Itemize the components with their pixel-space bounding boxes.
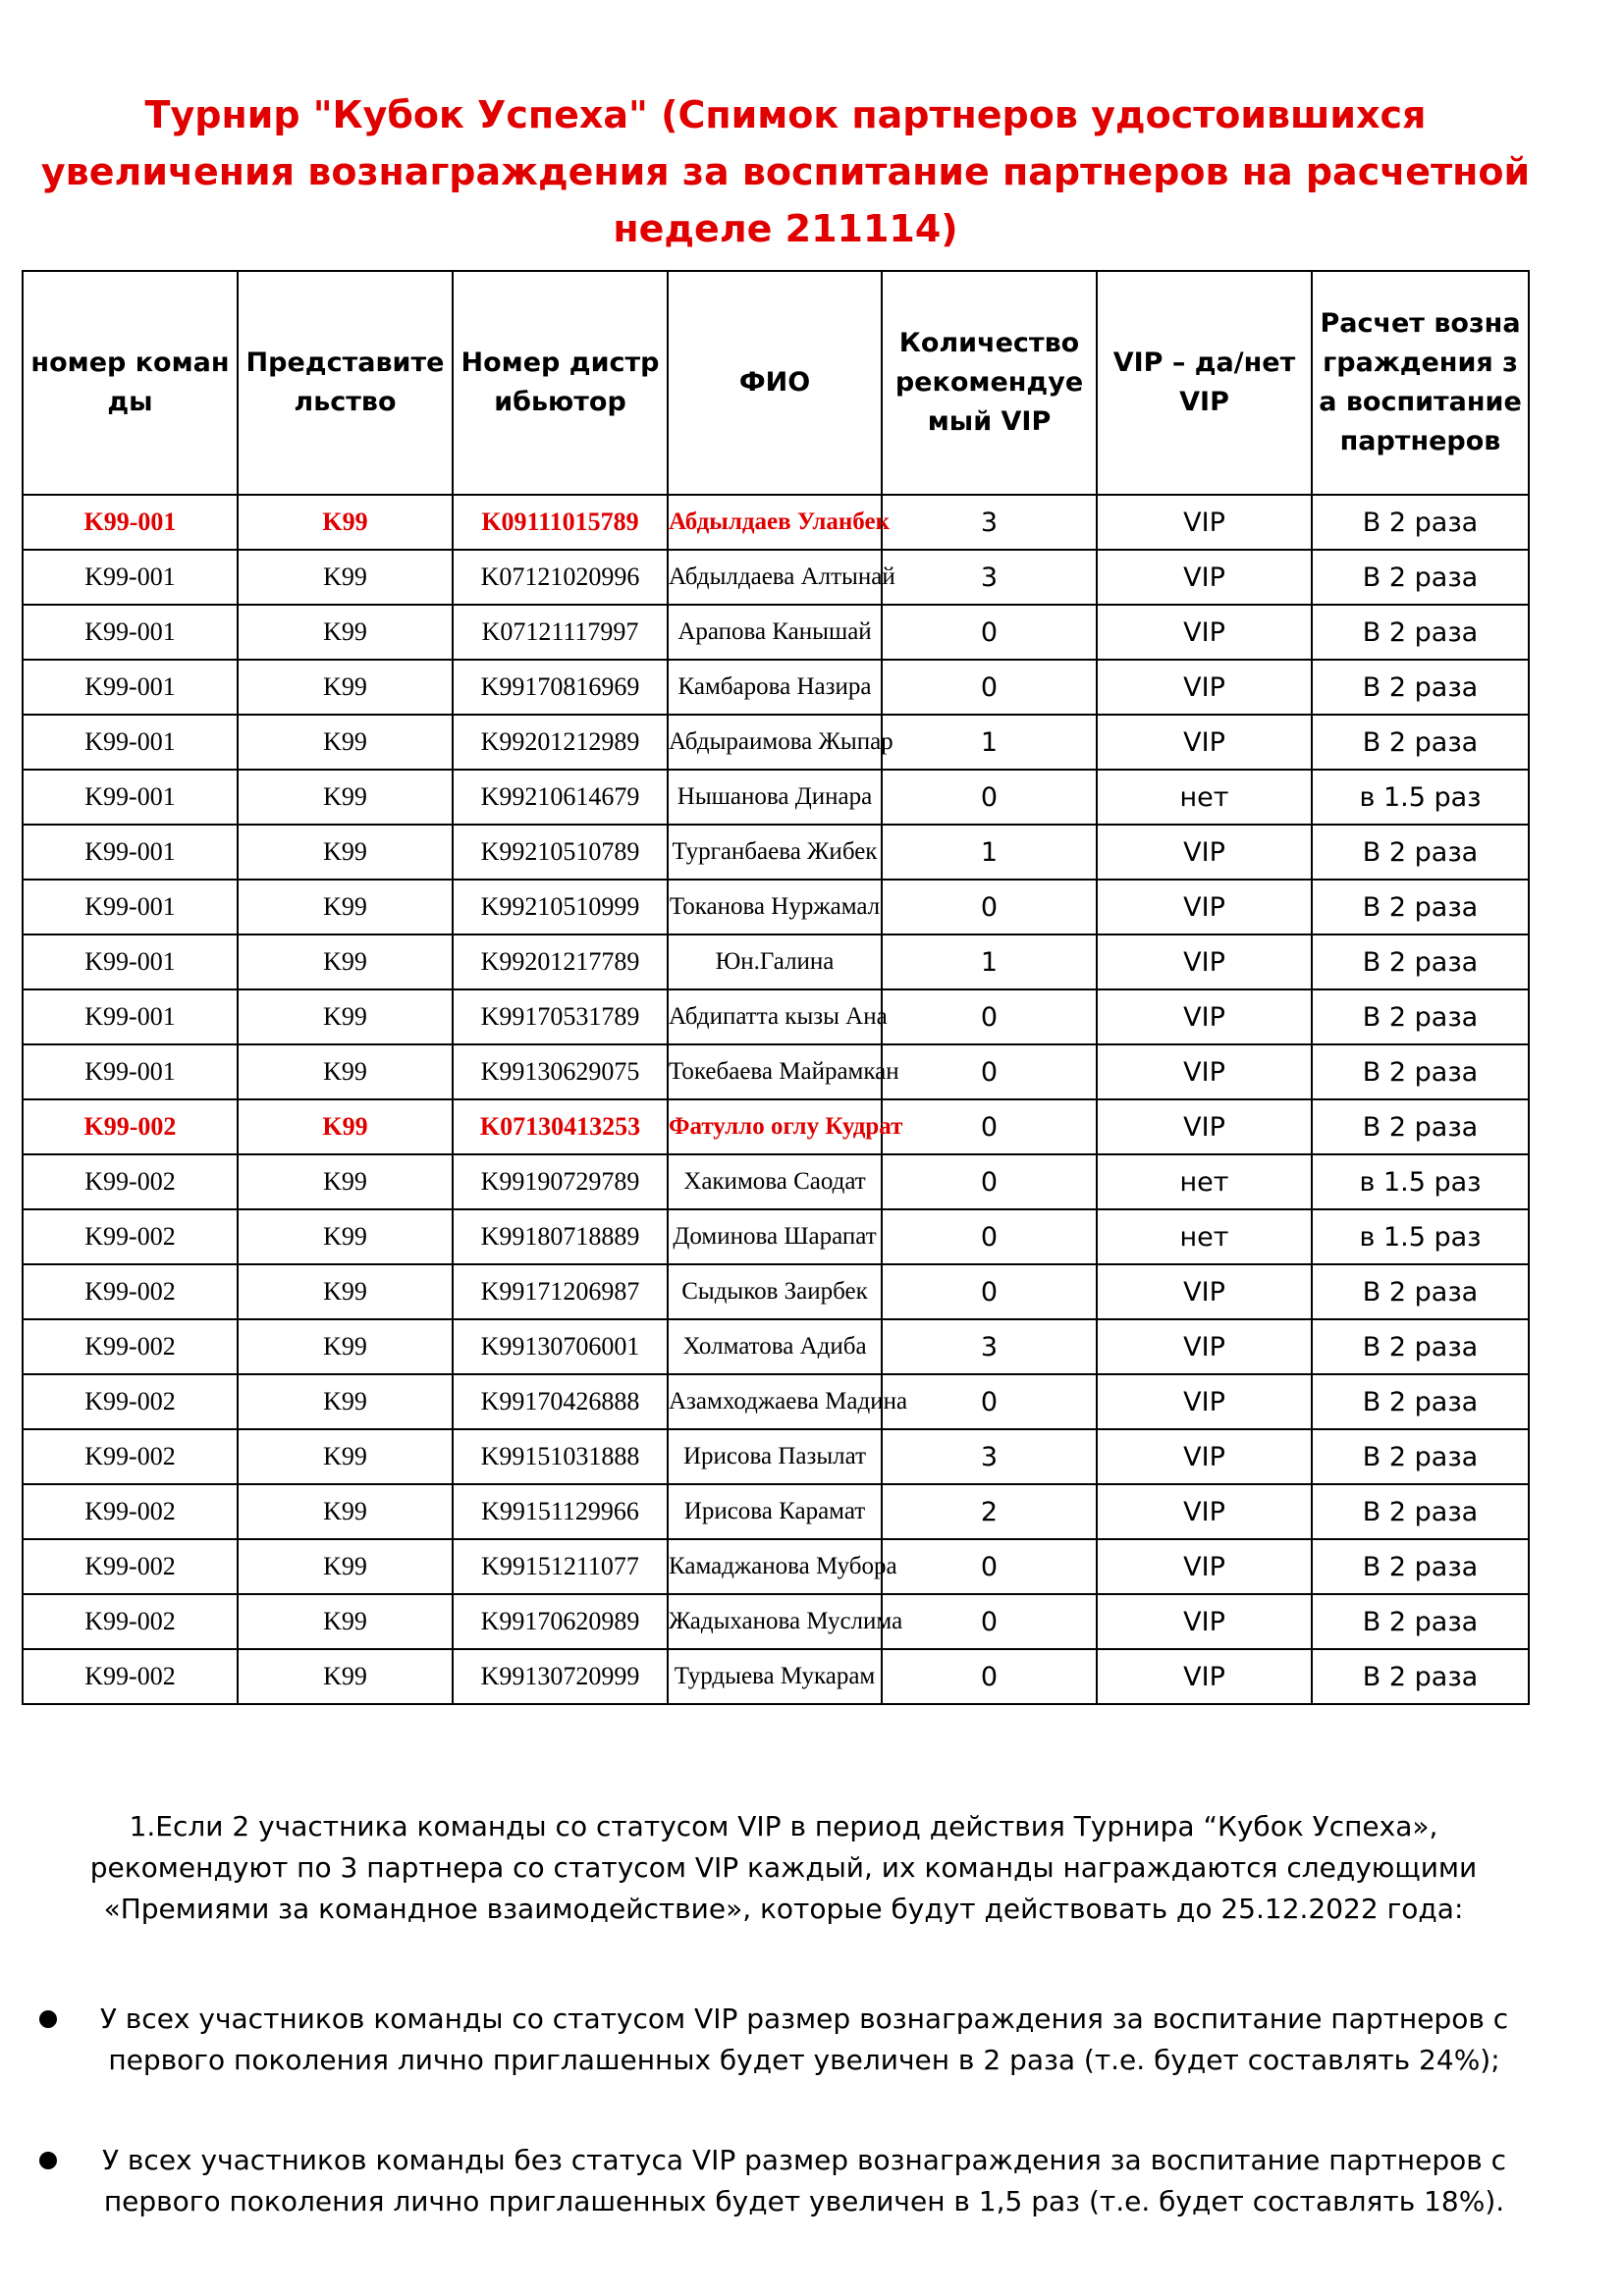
cell-team-number: K99-001 bbox=[23, 605, 238, 660]
cell-recommended-vip-count: 1 bbox=[882, 715, 1097, 770]
cell-reward-calculation: В 2 раза bbox=[1312, 880, 1529, 934]
cell-team-number: K99-001 bbox=[23, 880, 238, 934]
cell-vip-status: VIP bbox=[1097, 1429, 1312, 1484]
cell-vip-status: VIP bbox=[1097, 1264, 1312, 1319]
cell-vip-status: VIP bbox=[1097, 605, 1312, 660]
cell-vip-status: VIP bbox=[1097, 1099, 1312, 1154]
page-title: Турнир "Кубок Успеха" (Спимок партнеров удостоившихся увеличения вознаграждения за воспитание партнеров на расчетной неделе 211114) bbox=[40, 93, 1531, 250]
cell-recommended-vip-count: 1 bbox=[882, 934, 1097, 989]
cell-distributor-number: K99130720999 bbox=[453, 1649, 668, 1704]
cell-distributor-number: K99210614679 bbox=[453, 770, 668, 825]
cell-representative: K99 bbox=[238, 1099, 453, 1154]
cell-team-number: K99-002 bbox=[23, 1099, 238, 1154]
cell-representative: K99 bbox=[238, 1429, 453, 1484]
table-row bbox=[23, 825, 1529, 880]
cell-recommended-vip-count: 0 bbox=[882, 1594, 1097, 1649]
table-header-row bbox=[23, 271, 1529, 495]
table-row bbox=[23, 1594, 1529, 1649]
table-body bbox=[23, 495, 1529, 1704]
cell-vip-status: VIP bbox=[1097, 715, 1312, 770]
bullet-icon bbox=[39, 2010, 57, 2028]
cell-full-name: Арапова Канышай bbox=[668, 605, 882, 660]
cell-team-number: K99-002 bbox=[23, 1429, 238, 1484]
cell-distributor-number: K07121117997 bbox=[453, 605, 668, 660]
cell-full-name: Жадыханова Муслима bbox=[668, 1594, 882, 1649]
cell-team-number: K99-002 bbox=[23, 1319, 238, 1374]
header-recommended-vip-count: Количество рекомендуемый VIP bbox=[882, 271, 1097, 495]
cell-representative: K99 bbox=[238, 1319, 453, 1374]
cell-recommended-vip-count: 0 bbox=[882, 1264, 1097, 1319]
table-row bbox=[23, 1429, 1529, 1484]
cell-vip-status: VIP bbox=[1097, 495, 1312, 550]
cell-team-number: K99-001 bbox=[23, 715, 238, 770]
cell-vip-status: VIP bbox=[1097, 1539, 1312, 1594]
cell-recommended-vip-count: 0 bbox=[882, 605, 1097, 660]
table-row bbox=[23, 1539, 1529, 1594]
cell-vip-status: VIP bbox=[1097, 880, 1312, 934]
cell-representative: K99 bbox=[238, 1594, 453, 1649]
table-row bbox=[23, 715, 1529, 770]
cell-distributor-number: K99151129966 bbox=[453, 1484, 668, 1539]
cell-vip-status: нет bbox=[1097, 1209, 1312, 1264]
cell-distributor-number: K99130706001 bbox=[453, 1319, 668, 1374]
table-row bbox=[23, 1649, 1529, 1704]
cell-reward-calculation: В 2 раза bbox=[1312, 1099, 1529, 1154]
partners-table bbox=[22, 270, 1530, 1705]
cell-vip-status: VIP bbox=[1097, 825, 1312, 880]
cell-recommended-vip-count: 0 bbox=[882, 1154, 1097, 1209]
cell-reward-calculation: В 2 раза bbox=[1312, 1319, 1529, 1374]
cell-team-number: K99-002 bbox=[23, 1539, 238, 1594]
cell-vip-status: VIP bbox=[1097, 934, 1312, 989]
cell-team-number: K99-002 bbox=[23, 1264, 238, 1319]
table-row bbox=[23, 1484, 1529, 1539]
cell-full-name: Абдылдаев Уланбек bbox=[668, 495, 882, 550]
cell-team-number: K99-001 bbox=[23, 989, 238, 1044]
table-row bbox=[23, 1154, 1529, 1209]
cell-full-name: Абдылдаева Алтынай bbox=[668, 550, 882, 605]
cell-team-number: K99-001 bbox=[23, 770, 238, 825]
cell-team-number: K99-001 bbox=[23, 495, 238, 550]
header-team-number: номер команды bbox=[23, 271, 238, 495]
cell-vip-status: VIP bbox=[1097, 989, 1312, 1044]
table-row bbox=[23, 1264, 1529, 1319]
cell-recommended-vip-count: 1 bbox=[882, 825, 1097, 880]
cell-distributor-number: K99201212989 bbox=[453, 715, 668, 770]
cell-vip-status: нет bbox=[1097, 770, 1312, 825]
cell-full-name: Токебаева Майрамкан bbox=[668, 1044, 882, 1099]
cell-vip-status: VIP bbox=[1097, 1649, 1312, 1704]
cell-full-name: Ирисова Карамат bbox=[668, 1484, 882, 1539]
table-row bbox=[23, 605, 1529, 660]
cell-recommended-vip-count: 0 bbox=[882, 1099, 1097, 1154]
cell-full-name: Юн.Галина bbox=[668, 934, 882, 989]
cell-full-name: Сыдыков Заирбек bbox=[668, 1264, 882, 1319]
cell-full-name: Камаджанова Мубора bbox=[668, 1539, 882, 1594]
bullet-icon bbox=[39, 2152, 57, 2169]
cell-distributor-number: K99210510789 bbox=[453, 825, 668, 880]
cell-recommended-vip-count: 0 bbox=[882, 989, 1097, 1044]
cell-team-number: K99-001 bbox=[23, 660, 238, 715]
cell-representative: K99 bbox=[238, 660, 453, 715]
cell-distributor-number: K09111015789 bbox=[453, 495, 668, 550]
cell-vip-status: VIP bbox=[1097, 1484, 1312, 1539]
cell-representative: K99 bbox=[238, 1649, 453, 1704]
cell-full-name: Фатулло оглу Кудрат bbox=[668, 1099, 882, 1154]
cell-reward-calculation: В 2 раза bbox=[1312, 660, 1529, 715]
cell-distributor-number: K99170816969 bbox=[453, 660, 668, 715]
cell-distributor-number: K99170426888 bbox=[453, 1374, 668, 1429]
cell-representative: K99 bbox=[238, 1209, 453, 1264]
cell-distributor-number: K07130413253 bbox=[453, 1099, 668, 1154]
cell-vip-status: VIP bbox=[1097, 550, 1312, 605]
cell-recommended-vip-count: 0 bbox=[882, 660, 1097, 715]
notes-section bbox=[27, 1806, 1540, 2281]
cell-representative: K99 bbox=[238, 989, 453, 1044]
cell-full-name: Холматова Адиба bbox=[668, 1319, 882, 1374]
cell-recommended-vip-count: 3 bbox=[882, 1429, 1097, 1484]
table-row bbox=[23, 770, 1529, 825]
cell-recommended-vip-count: 0 bbox=[882, 770, 1097, 825]
cell-reward-calculation: В 2 раза bbox=[1312, 1649, 1529, 1704]
cell-recommended-vip-count: 0 bbox=[882, 1044, 1097, 1099]
cell-representative: K99 bbox=[238, 1264, 453, 1319]
header-reward-calculation: Расчет вознаграждения за воспитание партнеров bbox=[1312, 271, 1529, 495]
cell-team-number: K99-001 bbox=[23, 825, 238, 880]
bullet-list-item bbox=[27, 1999, 1540, 2081]
tournament-rule-paragraph: 1.Если 2 участника команды со статусом VIP в период действия Турнира “Кубок Успеха», рекомендуют по 3 партнера со статусом VIP каждый, их команды награждаются следующими «Премиями за командное взаимодействие», которые будут действовать до 25.12.2022 года: bbox=[89, 1810, 1478, 1925]
table-row bbox=[23, 880, 1529, 934]
cell-recommended-vip-count: 2 bbox=[882, 1484, 1097, 1539]
cell-team-number: K99-002 bbox=[23, 1154, 238, 1209]
cell-team-number: K99-002 bbox=[23, 1649, 238, 1704]
header-full-name: ФИО bbox=[668, 271, 882, 495]
table-row bbox=[23, 1374, 1529, 1429]
cell-vip-status: VIP bbox=[1097, 1594, 1312, 1649]
cell-reward-calculation: В 2 раза bbox=[1312, 1539, 1529, 1594]
cell-full-name: Камбарова Назира bbox=[668, 660, 882, 715]
cell-representative: K99 bbox=[238, 1154, 453, 1209]
cell-recommended-vip-count: 0 bbox=[882, 1209, 1097, 1264]
cell-distributor-number: K99151211077 bbox=[453, 1539, 668, 1594]
cell-distributor-number: K99190729789 bbox=[453, 1154, 668, 1209]
cell-distributor-number: K99171206987 bbox=[453, 1264, 668, 1319]
cell-recommended-vip-count: 0 bbox=[882, 1649, 1097, 1704]
table-row bbox=[23, 550, 1529, 605]
cell-representative: K99 bbox=[238, 825, 453, 880]
cell-team-number: K99-002 bbox=[23, 1594, 238, 1649]
cell-representative: K99 bbox=[238, 1539, 453, 1594]
table-row bbox=[23, 989, 1529, 1044]
cell-reward-calculation: В 2 раза bbox=[1312, 1374, 1529, 1429]
cell-full-name: Ирисова Пазылат bbox=[668, 1429, 882, 1484]
cell-recommended-vip-count: 3 bbox=[882, 495, 1097, 550]
cell-distributor-number: K99170620989 bbox=[453, 1594, 668, 1649]
cell-reward-calculation: В 2 раза bbox=[1312, 1429, 1529, 1484]
cell-reward-calculation: В 2 раза bbox=[1312, 1044, 1529, 1099]
cell-team-number: K99-001 bbox=[23, 934, 238, 989]
cell-representative: K99 bbox=[238, 1044, 453, 1099]
cell-full-name: Абдыраимова Жыпар bbox=[668, 715, 882, 770]
cell-reward-calculation: в 1.5 раз bbox=[1312, 1209, 1529, 1264]
cell-full-name: Токанова Нуржамал bbox=[668, 880, 882, 934]
cell-representative: K99 bbox=[238, 880, 453, 934]
cell-vip-status: нет bbox=[1097, 1154, 1312, 1209]
cell-recommended-vip-count: 3 bbox=[882, 550, 1097, 605]
cell-team-number: K99-002 bbox=[23, 1374, 238, 1429]
cell-reward-calculation: В 2 раза bbox=[1312, 605, 1529, 660]
cell-representative: K99 bbox=[238, 934, 453, 989]
cell-distributor-number: K99180718889 bbox=[453, 1209, 668, 1264]
cell-full-name: Турганбаева Жибек bbox=[668, 825, 882, 880]
cell-reward-calculation: в 1.5 раз bbox=[1312, 1154, 1529, 1209]
cell-representative: K99 bbox=[238, 495, 453, 550]
cell-team-number: K99-001 bbox=[23, 1044, 238, 1099]
table-row bbox=[23, 1099, 1529, 1154]
cell-recommended-vip-count: 0 bbox=[882, 1374, 1097, 1429]
cell-distributor-number: K99170531789 bbox=[453, 989, 668, 1044]
cell-representative: K99 bbox=[238, 1484, 453, 1539]
cell-team-number: K99-001 bbox=[23, 550, 238, 605]
cell-team-number: K99-002 bbox=[23, 1209, 238, 1264]
cell-full-name: Азамходжаева Мадина bbox=[668, 1374, 882, 1429]
table-row bbox=[23, 1209, 1529, 1264]
header-vip-status: VIP – да/нет VIP bbox=[1097, 271, 1312, 495]
cell-full-name: Доминова Шарапат bbox=[668, 1209, 882, 1264]
cell-reward-calculation: В 2 раза bbox=[1312, 495, 1529, 550]
cell-vip-status: VIP bbox=[1097, 1319, 1312, 1374]
bullet-text-non-vip: У всех участников команды без статуса VIP размер вознаграждения за воспитание партнеров с первого поколения лично приглашенных будет увеличен в 1,5 раз (т.е. будет составлять 18%). bbox=[101, 2144, 1507, 2217]
cell-reward-calculation: В 2 раза bbox=[1312, 825, 1529, 880]
cell-representative: K99 bbox=[238, 550, 453, 605]
cell-reward-calculation: В 2 раза bbox=[1312, 989, 1529, 1044]
table-row bbox=[23, 660, 1529, 715]
cell-vip-status: VIP bbox=[1097, 1044, 1312, 1099]
cell-reward-calculation: в 1.5 раз bbox=[1312, 770, 1529, 825]
cell-reward-calculation: В 2 раза bbox=[1312, 715, 1529, 770]
cell-representative: K99 bbox=[238, 715, 453, 770]
cell-reward-calculation: В 2 раза bbox=[1312, 1484, 1529, 1539]
table-row bbox=[23, 934, 1529, 989]
cell-representative: K99 bbox=[238, 605, 453, 660]
table-row bbox=[23, 1044, 1529, 1099]
cell-full-name: Хакимова Саодат bbox=[668, 1154, 882, 1209]
cell-distributor-number: K99210510999 bbox=[453, 880, 668, 934]
cell-distributor-number: K99201217789 bbox=[453, 934, 668, 989]
cell-reward-calculation: В 2 раза bbox=[1312, 550, 1529, 605]
header-distributor-number: Номер дистрибьютор bbox=[453, 271, 668, 495]
cell-distributor-number: K07121020996 bbox=[453, 550, 668, 605]
bullet-list-item bbox=[27, 2140, 1540, 2222]
cell-recommended-vip-count: 0 bbox=[882, 1539, 1097, 1594]
cell-vip-status: VIP bbox=[1097, 1374, 1312, 1429]
table-row bbox=[23, 1319, 1529, 1374]
bullet-text-vip: У всех участников команды со статусом VIP размер вознаграждения за воспитание партнеров с первого поколения лично приглашенных будет увеличен в 2 раза (т.е. будет составлять 24%); bbox=[99, 2002, 1509, 2076]
cell-representative: K99 bbox=[238, 1374, 453, 1429]
cell-vip-status: VIP bbox=[1097, 660, 1312, 715]
table-row bbox=[23, 495, 1529, 550]
cell-full-name: Нышанова Динара bbox=[668, 770, 882, 825]
cell-full-name: Турдыева Мукарам bbox=[668, 1649, 882, 1704]
cell-representative: K99 bbox=[238, 770, 453, 825]
header-representative: Представительство bbox=[238, 271, 453, 495]
cell-team-number: K99-002 bbox=[23, 1484, 238, 1539]
cell-recommended-vip-count: 3 bbox=[882, 1319, 1097, 1374]
cell-reward-calculation: В 2 раза bbox=[1312, 1264, 1529, 1319]
cell-reward-calculation: В 2 раза bbox=[1312, 1594, 1529, 1649]
cell-reward-calculation: В 2 раза bbox=[1312, 934, 1529, 989]
cell-distributor-number: K99130629075 bbox=[453, 1044, 668, 1099]
cell-distributor-number: K99151031888 bbox=[453, 1429, 668, 1484]
cell-recommended-vip-count: 0 bbox=[882, 880, 1097, 934]
cell-full-name: Абдипатта кызы Ана bbox=[668, 989, 882, 1044]
